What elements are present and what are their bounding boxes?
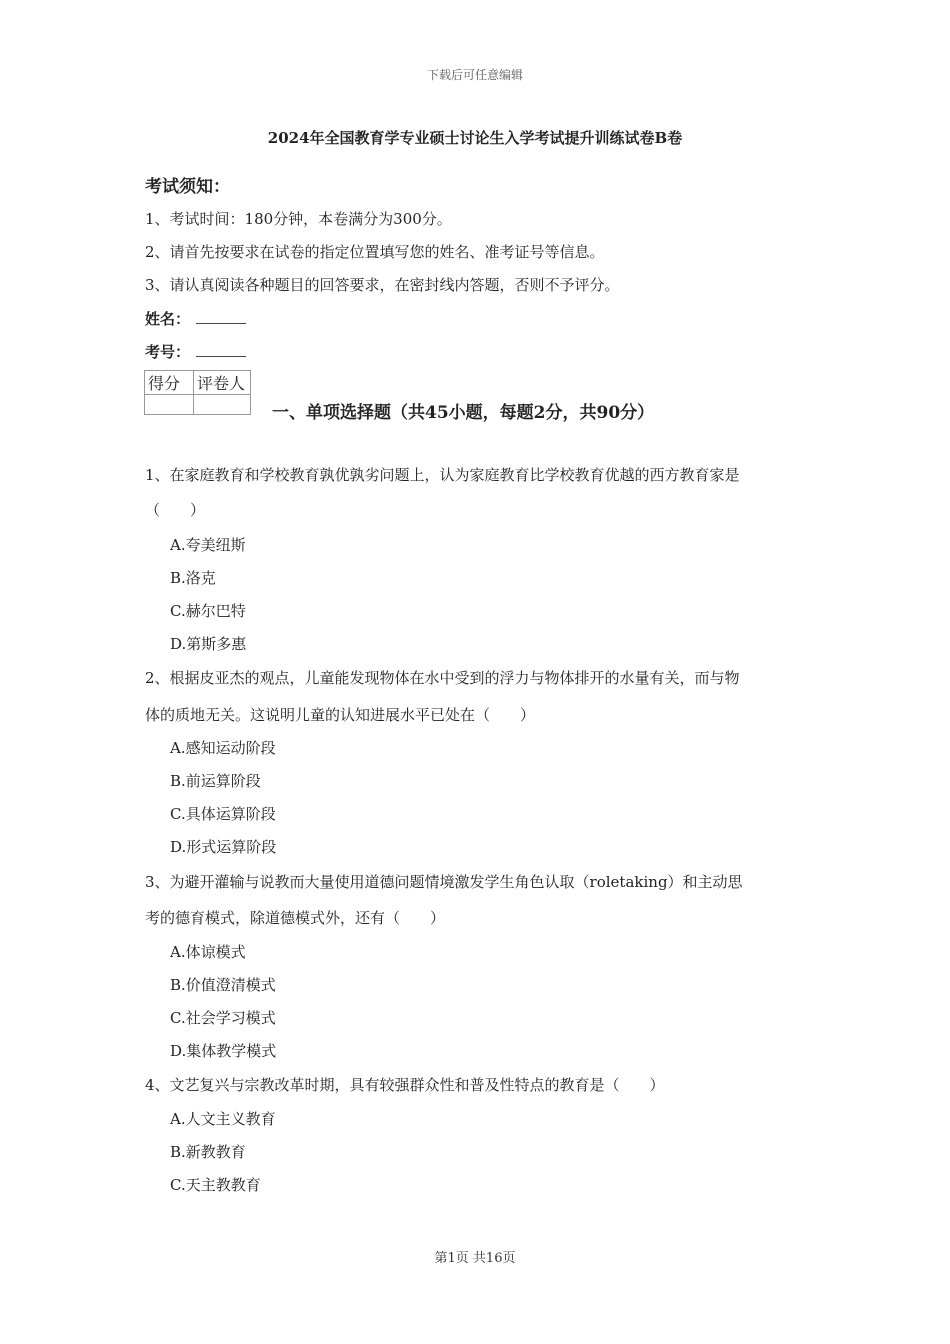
- option: B.前运算阶段: [170, 772, 261, 790]
- question-text: 考的德育模式，除道德模式外，还有（ ）: [145, 909, 446, 927]
- name-blank[interactable]: [196, 309, 246, 324]
- option: D.第斯多惠: [170, 635, 247, 653]
- option: A.体谅模式: [170, 943, 246, 961]
- notice-item: 3、请认真阅读各种题目的回答要求，在密封线内答题，否则不予评分。: [145, 276, 620, 294]
- option: C.具体运算阶段: [170, 805, 276, 823]
- option: A.夸美纽斯: [170, 536, 246, 554]
- question-text: 3、为避开灌输与说教而大量使用道德问题情境激发学生角色认取（roletaking）和主动思: [145, 873, 743, 891]
- option: B.洛克: [170, 569, 216, 587]
- option: D.形式运算阶段: [170, 838, 277, 856]
- question-text: 1、在家庭教育和学校教育孰优孰劣问题上，认为家庭教育比学校教育优越的西方教育家是: [145, 466, 740, 484]
- grader-cell[interactable]: [194, 395, 251, 415]
- name-field: [145, 308, 246, 329]
- section-title: 一、单项选择题（共45小题，每题2分，共90分）: [272, 403, 655, 423]
- id-field: [145, 341, 246, 362]
- question-text: 2、根据皮亚杰的观点，儿童能发现物体在水中受到的浮力与物体排开的水量有关，而与物: [145, 669, 740, 687]
- score-cell[interactable]: [145, 395, 194, 415]
- notice-item: 2、请首先按要求在试卷的指定位置填写您的姓名、准考证号等信息。: [145, 243, 605, 261]
- score-table: [144, 370, 251, 415]
- exam-title: 2024年全国教育学专业硕士讨论生入学考试提升训练试卷B卷: [267, 129, 683, 147]
- grader-header: 评卷人: [194, 371, 251, 395]
- id-blank[interactable]: [196, 342, 246, 357]
- option: B.新教教育: [170, 1143, 246, 1161]
- option: B.价值澄清模式: [170, 976, 276, 994]
- question-text: 4、文艺复兴与宗教改革时期，具有较强群众性和普及性特点的教育是（ ）: [145, 1076, 665, 1094]
- page-header: 下载后可任意编辑: [426, 68, 523, 82]
- id-label: 考号：: [145, 343, 191, 361]
- option: A.感知运动阶段: [170, 739, 276, 757]
- name-label: 姓名：: [145, 310, 191, 328]
- option: C.赫尔巴特: [170, 602, 246, 620]
- question-text: 体的质地无关。这说明儿童的认知进展水平已处在（ ）: [145, 706, 536, 724]
- option: A.人文主义教育: [170, 1110, 276, 1128]
- notice-item: 1、考试时间：180分钟，本卷满分为300分。: [145, 210, 452, 228]
- option: C.天主教教育: [170, 1176, 261, 1194]
- option: D.集体教学模式: [170, 1042, 277, 1060]
- option: C.社会学习模式: [170, 1009, 276, 1027]
- page-footer: 第1页 共16页: [434, 1251, 516, 1266]
- question-text: （ ）: [145, 501, 206, 519]
- notice-title: 考试须知：: [145, 177, 230, 197]
- score-header: 得分: [145, 371, 194, 395]
